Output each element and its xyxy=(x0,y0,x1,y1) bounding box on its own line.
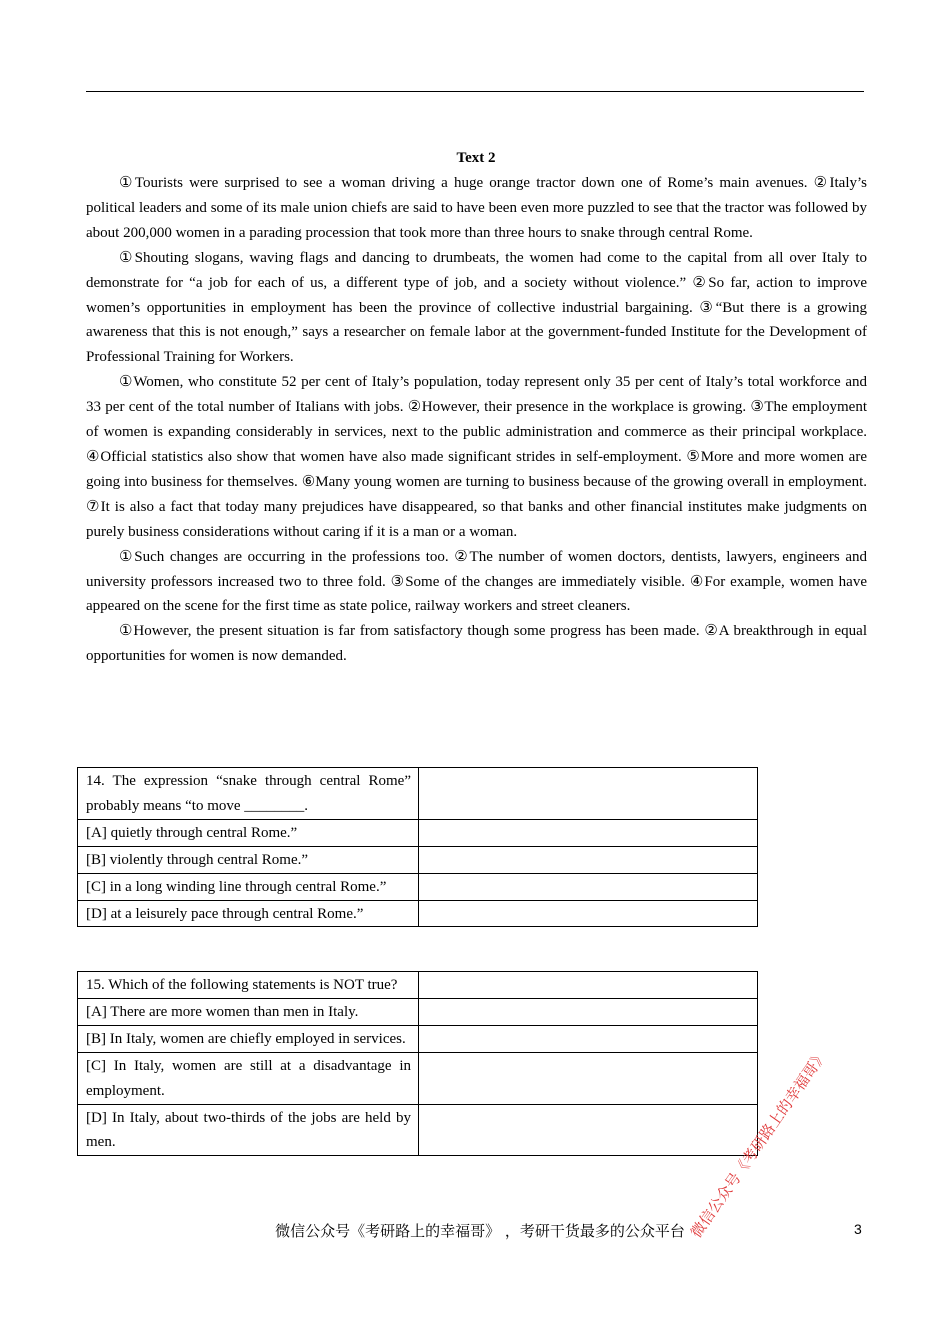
question-table-15 xyxy=(77,971,758,1156)
answer-cell xyxy=(419,1025,758,1052)
option-row xyxy=(78,900,758,927)
watermark-stamp: 微信公众号《考研路上的幸福哥》 xyxy=(687,1046,831,1242)
answer-cell xyxy=(419,768,758,820)
answer-cell xyxy=(419,819,758,846)
answer-cell xyxy=(419,900,758,927)
answer-cell xyxy=(419,1052,758,1104)
passage xyxy=(86,171,867,669)
option-b: [B] In Italy, women are chiefly employed in services. xyxy=(78,1025,419,1052)
question-stem: 14. The expression “snake through central Rome” probably means “to move ________. xyxy=(78,768,419,820)
section-title: Text 2 xyxy=(456,150,496,166)
option-row xyxy=(78,873,758,900)
answer-cell xyxy=(419,1104,758,1156)
option-d: [D] In Italy, about two-thirds of the jobs are held by men. xyxy=(78,1104,419,1156)
option-row xyxy=(78,1104,758,1156)
option-row xyxy=(78,846,758,873)
answer-cell xyxy=(419,972,758,999)
option-row xyxy=(78,1052,758,1104)
page-number: 3 xyxy=(854,1221,862,1237)
paragraph-5: ①However, the present situation is far from satisfactory though some progress has been made. ②A breakthrough in equal opportunities for women is now demanded. xyxy=(86,623,867,665)
option-c: [C] in a long winding line through central Rome.” xyxy=(78,873,419,900)
option-a: [A] quietly through central Rome.” xyxy=(78,819,419,846)
answer-cell xyxy=(419,873,758,900)
question-stem-row xyxy=(78,768,758,820)
option-c: [C] In Italy, women are still at a disadvantage in employment. xyxy=(78,1052,419,1104)
option-row xyxy=(78,998,758,1025)
option-b: [B] violently through central Rome.” xyxy=(78,846,419,873)
answer-cell xyxy=(419,846,758,873)
option-row xyxy=(78,1025,758,1052)
footer-text: 微信公众号《考研路上的幸福哥》 ，考研干货最多的公众平台 xyxy=(275,1222,685,1240)
header-rule xyxy=(86,91,864,92)
paragraph-1: ①Tourists were surprised to see a woman driving a huge orange tractor down one of Rome’s main avenues. ②Italy’s political leaders and some of its male union chiefs are said to have been even more puzzled to see that the tractor was followed by about 200,000 women in a parading procession that took more than three hours to snake through central Rome. xyxy=(86,175,867,241)
answer-cell xyxy=(419,998,758,1025)
question-stem-row xyxy=(78,972,758,999)
question-stem: 15. Which of the following statements is NOT true? xyxy=(78,972,419,999)
option-d: [D] at a leisurely pace through central Rome.” xyxy=(78,900,419,927)
option-row xyxy=(78,819,758,846)
paragraph-3: ①Women, who constitute 52 per cent of Italy’s population, today represent only 35 per cent of Italy’s total workforce and 33 per cent of the total number of Italians with jobs. ②However, their presence in the workplace is growing. ③The employment of women is expanding considerably in services, next to the public administration and commerce as their principal workplace. ④Official statistics also show that women have also made significant strides in self-employment. ⑤More and more women are going into business for themselves. ⑥Many young women are turning to business because of the growing overall in employment. ⑦It is also a fact that today many prejudices have disappeared, so that banks and other financial institutes make judgments on purely business considerations without caring if it is a man or a woman. xyxy=(86,374,867,540)
option-a: [A] There are more women than men in Italy. xyxy=(78,998,419,1025)
paragraph-4: ①Such changes are occurring in the professions too. ②The number of women doctors, dentists, lawyers, engineers and university professors increased two to three fold. ③Some of the changes are immediately visible. ④For example, women have appeared on the scene for the first time as state police, railway workers and street cleaners. xyxy=(86,548,867,615)
question-table-14 xyxy=(77,767,758,927)
paragraph-2: ①Shouting slogans, waving flags and dancing to drumbeats, the women had come to the capital from all over Italy to demonstrate for “a job for each of us, a different type of job, and a society without violence.” ②So far, action to improve women’s opportunities in employment has been the province of collective industrial bargaining. ③“But there is a growing awareness that this is not enough,” says a researcher on female labor at the government-funded Institute for the Development of Professional Training for Workers. xyxy=(86,249,867,366)
